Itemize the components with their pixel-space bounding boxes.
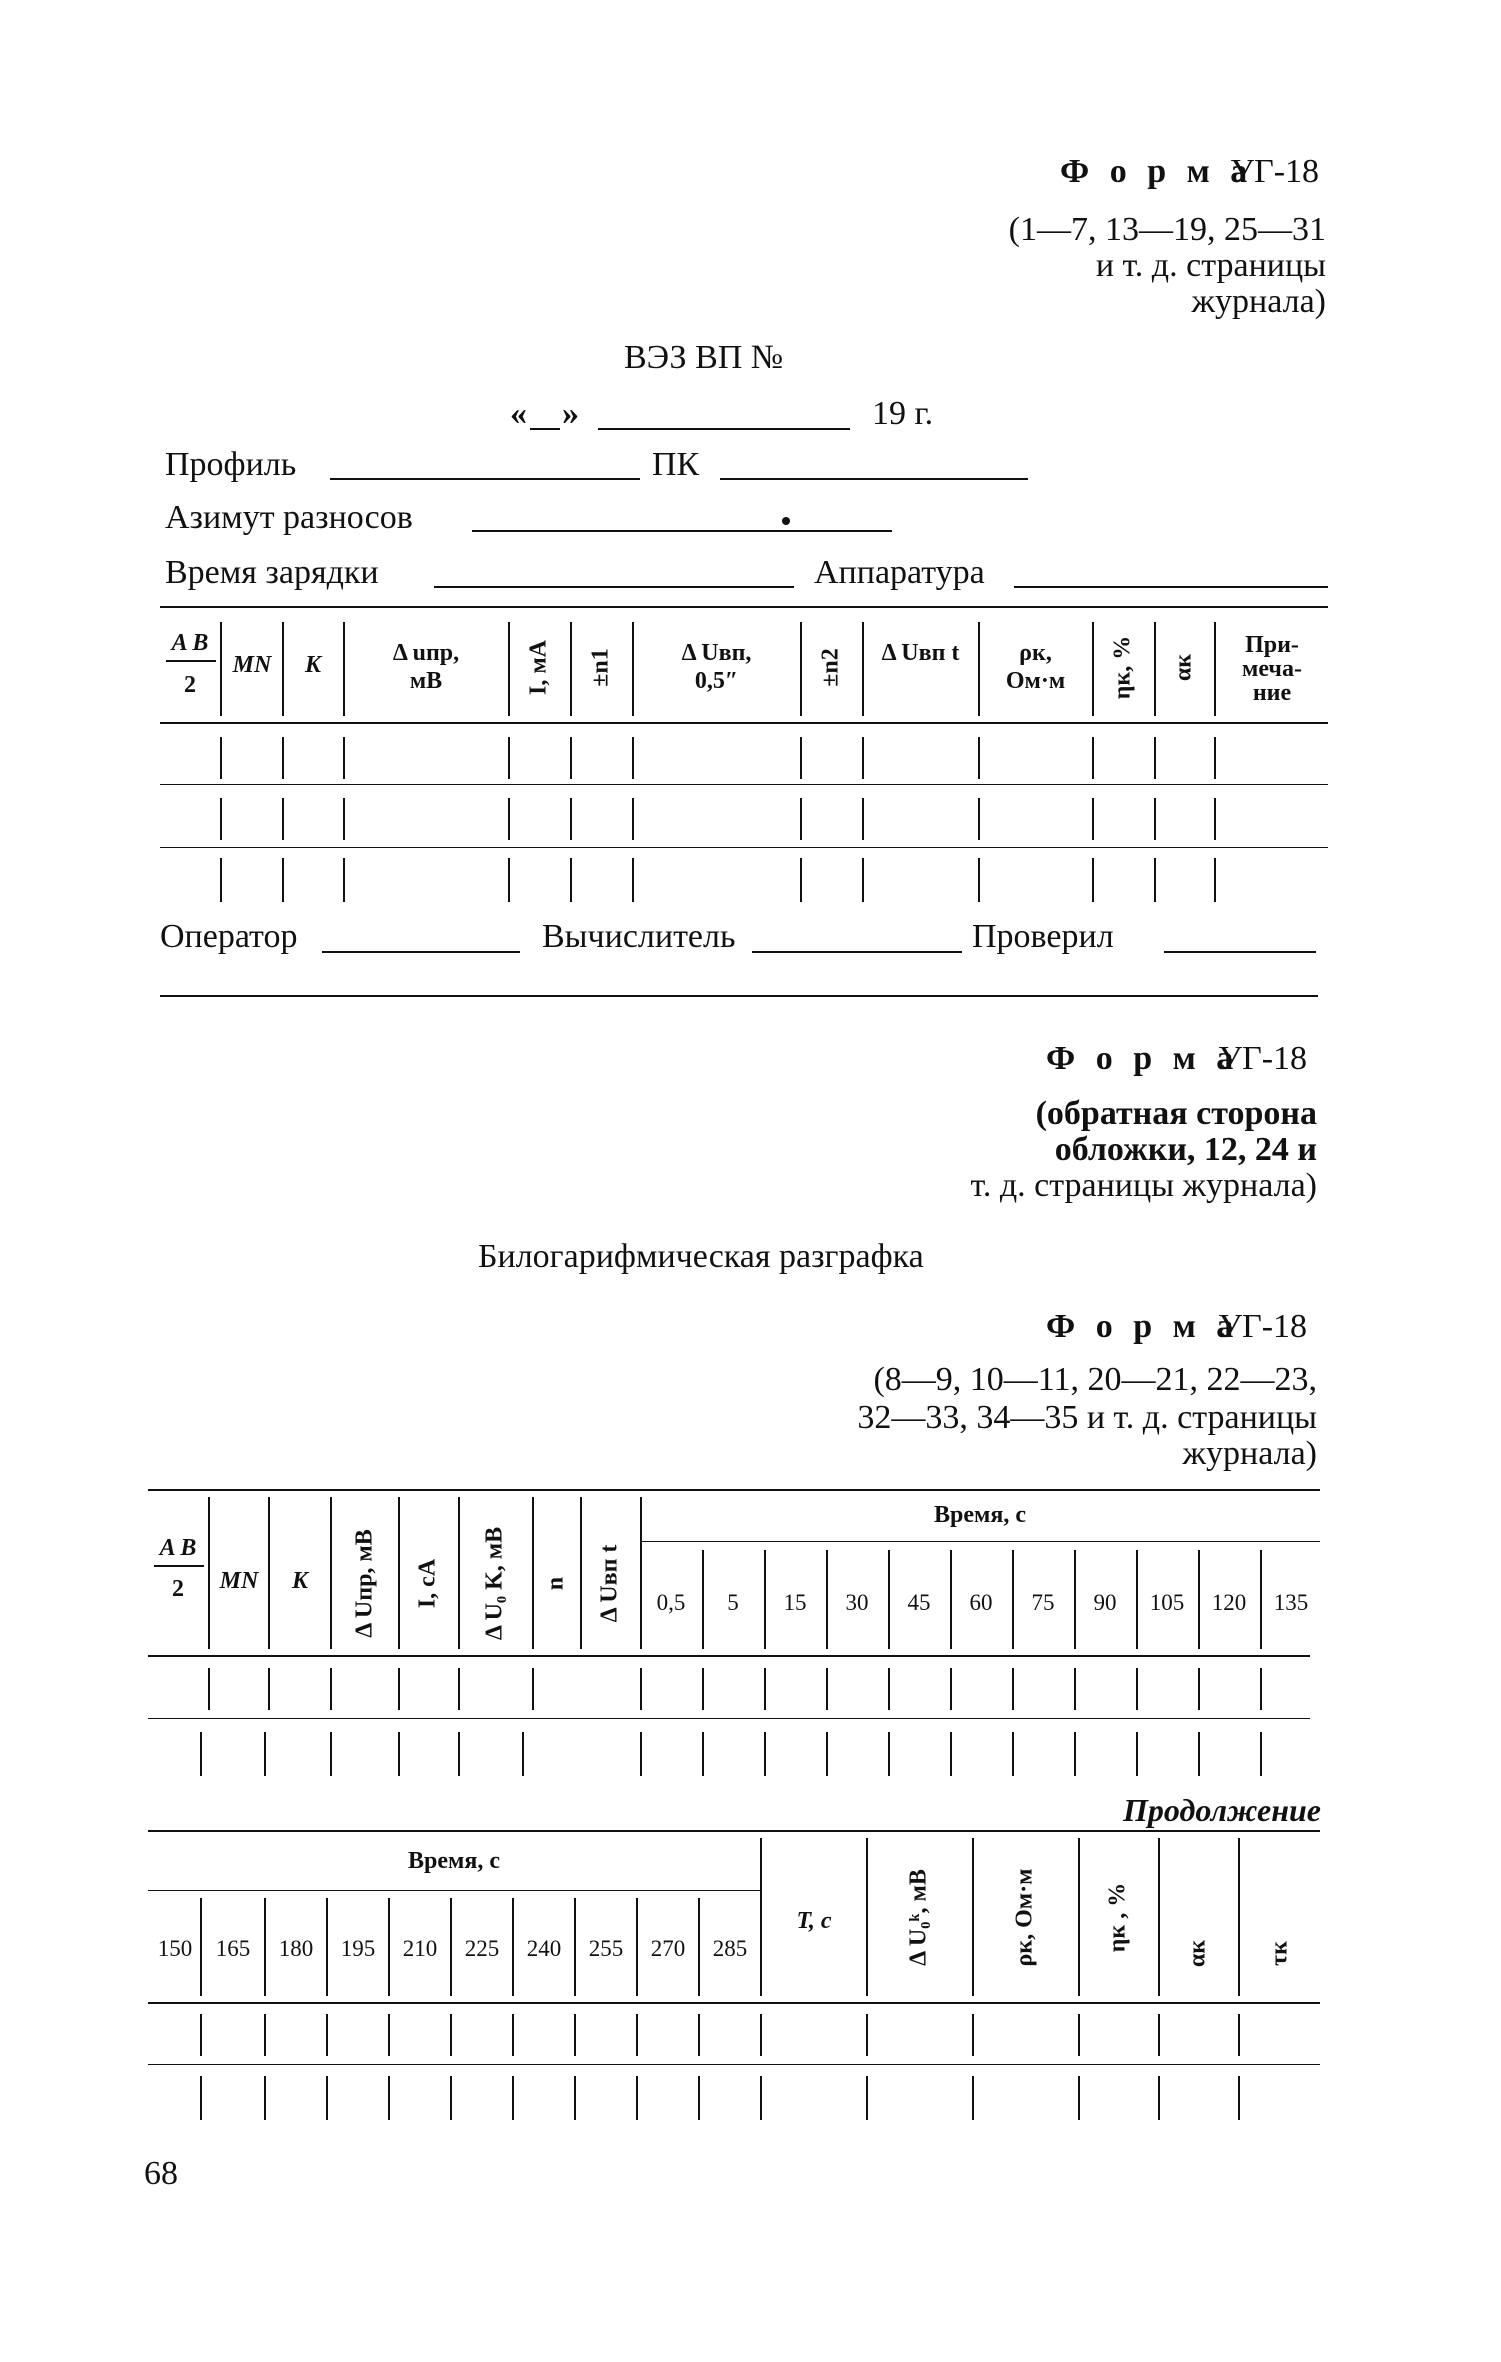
col-uvp-unit: 0,5″ (694, 668, 739, 694)
form-code: УГ-18 (1218, 1308, 1308, 1345)
col-sep (570, 622, 572, 716)
col-note: При- (1245, 632, 1299, 658)
col-sep (800, 622, 802, 716)
apparatus-label: Аппаратура (814, 554, 985, 591)
col-eta: ηк, % (1109, 635, 1136, 700)
table-rule (148, 2002, 1320, 2004)
col-du: Δ Uпр, мВ (351, 1529, 378, 1638)
pages-line: (обратная сторона (1035, 1095, 1317, 1132)
col-sep (1154, 622, 1156, 716)
azimuth-dot (782, 517, 790, 525)
time-col: 195 (340, 1936, 376, 1961)
form1-title: ВЭЗ ВП № (624, 339, 784, 376)
pages-line: и т. д. страницы (1095, 247, 1326, 284)
col-rho: ρк, (1019, 640, 1052, 666)
table-rule (160, 606, 1328, 608)
col-n: n (542, 1576, 569, 1591)
time-col: 0,5 (656, 1590, 686, 1615)
col-ab-num: A B (159, 1535, 197, 1561)
col-sep (508, 622, 510, 716)
pages-line: обложки, 12, 24 и (1054, 1131, 1317, 1168)
col-sep (1092, 622, 1094, 716)
time-col: 240 (526, 1936, 562, 1961)
form-label: Ф о р м а (1060, 153, 1254, 190)
col-note: меча- (1242, 656, 1302, 682)
charge-blank (434, 586, 794, 588)
col-uvp: Δ Uвп, (681, 640, 752, 666)
table-rule (148, 1655, 1310, 1657)
table-rule (148, 1718, 1310, 1719)
col-du-unit: мВ (409, 668, 443, 694)
form-code: УГ-18 (1230, 153, 1320, 190)
apparatus-blank (1014, 586, 1328, 588)
time-col: 180 (278, 1936, 314, 1961)
continuation-label: Продолжение (1123, 1792, 1321, 1828)
col-du: Δ uпр, (392, 640, 460, 666)
profile-blank (330, 478, 640, 480)
pages-line: т. д. страницы журнала) (970, 1167, 1317, 1204)
col-uk: Δ U₀ K, мВ (481, 1526, 508, 1641)
time-col: 225 (464, 1936, 500, 1961)
time-col: 60 (969, 1590, 993, 1615)
col-uvpt: Δ Uвп t (596, 1544, 623, 1623)
operator-blank (322, 951, 520, 953)
fraction-bar (166, 660, 216, 662)
col-mn: MN (232, 652, 272, 678)
time-col: 15 (783, 1590, 807, 1615)
calculator-blank (752, 951, 962, 953)
checked-label: Проверил (972, 918, 1114, 955)
time-col: 75 (1031, 1590, 1055, 1615)
table-rule (160, 722, 1328, 724)
time-col: 5 (727, 1590, 739, 1615)
time-col: 285 (712, 1936, 748, 1961)
col-sep (862, 622, 864, 716)
time-col: 45 (907, 1590, 931, 1615)
form-code: УГ-18 (1218, 1040, 1308, 1077)
pk-blank (720, 478, 1028, 480)
form-label: Ф о р м а (1046, 1308, 1240, 1345)
azimuth-label: Азимут разносов (165, 499, 413, 536)
checked-blank (1164, 951, 1316, 953)
charge-label: Время зарядки (165, 554, 379, 591)
time-col: 210 (402, 1936, 438, 1961)
azimuth-blank (472, 530, 892, 532)
col-alpha: αк (1170, 653, 1197, 682)
time-col: 135 (1273, 1590, 1309, 1615)
table-rule (160, 847, 1328, 848)
col-rho-unit: Ом·м (1005, 668, 1066, 694)
pages-line: 32—33, 34—35 и т. д. страницы (857, 1399, 1317, 1436)
col-mn: MN (219, 1568, 259, 1594)
pages-line: (8—9, 10—11, 20—21, 22—23, (873, 1361, 1317, 1398)
date-close: » (562, 395, 579, 432)
date-open: « (510, 395, 527, 432)
col-note: ние (1252, 680, 1292, 706)
time-col: 150 (157, 1936, 193, 1961)
col-T: T, с (796, 1908, 832, 1934)
col-ab-num: A B (171, 630, 209, 656)
form-label: Ф о р м а (1046, 1040, 1240, 1077)
col-i: I, сА (414, 1558, 441, 1609)
col-alpha: αк (1184, 1939, 1211, 1968)
pages-line: (1—7, 13—19, 25—31 (1008, 211, 1326, 248)
form2-title: Билогарифмическая разграфка (478, 1238, 924, 1275)
time-header: Время, с (934, 1502, 1026, 1528)
col-n1: ±n1 (587, 648, 614, 687)
table-rule (148, 1489, 1320, 1491)
table-rule (160, 784, 1328, 785)
time-col: 105 (1149, 1590, 1185, 1615)
calculator-label: Вычислитель (542, 918, 736, 955)
col-uvpt: Δ Uвп t (881, 640, 960, 666)
col-k: K (291, 1568, 308, 1594)
profile-label: Профиль (165, 446, 297, 483)
pages-line: журнала) (1191, 283, 1326, 320)
section-rule (160, 995, 1318, 997)
col-tau: τк (1266, 1941, 1293, 1966)
col-i: I, мА (525, 639, 552, 696)
time-col: 165 (215, 1936, 251, 1961)
page-number: 68 (144, 2155, 178, 2192)
col-n2: ±n2 (817, 648, 844, 687)
col-u0k: Δ U₀ᵏ, мВ (905, 1869, 932, 1966)
table-rule (148, 2064, 1320, 2065)
table-rule (148, 1830, 1320, 1832)
col-k: K (304, 652, 321, 678)
col-rho: ρк, Ом·м (1011, 1868, 1038, 1967)
fraction-bar (154, 1565, 204, 1567)
time-col: 270 (650, 1936, 686, 1961)
col-eta: ηк , % (1104, 1882, 1131, 1953)
time-col: 90 (1093, 1590, 1117, 1615)
time-rule (148, 1890, 760, 1891)
month-blank (598, 428, 850, 430)
time-col: 120 (1211, 1590, 1247, 1615)
col-ab-den: 2 (184, 672, 196, 698)
col-ab-den: 2 (172, 1576, 184, 1602)
time-col: 30 (845, 1590, 869, 1615)
operator-label: Оператор (160, 918, 298, 955)
pk-label: ПК (652, 446, 700, 483)
day-blank (530, 428, 560, 430)
time-rule (640, 1541, 1320, 1542)
pages-line: журнала) (1182, 1435, 1317, 1472)
time-header: Время, с (408, 1848, 500, 1874)
date-year: 19 г. (872, 395, 934, 432)
time-col: 255 (588, 1936, 624, 1961)
